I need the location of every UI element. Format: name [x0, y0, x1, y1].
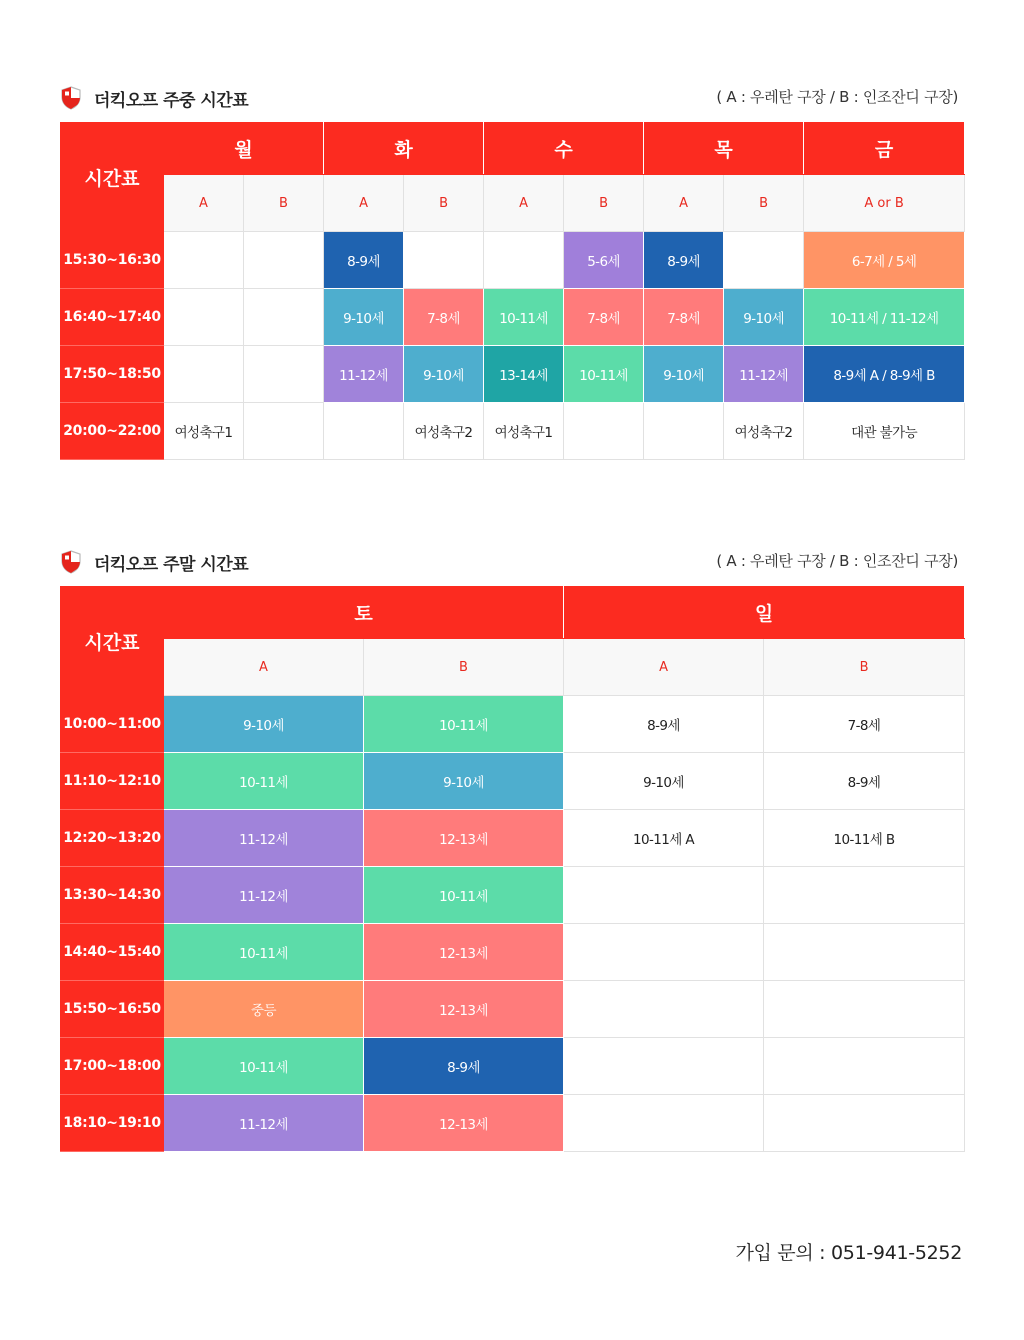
court-subheader: B	[404, 175, 484, 232]
court-subheader: B	[764, 639, 965, 696]
schedule-cell: 8-9세 A / 8-9세 B	[804, 346, 965, 403]
table-row	[61, 867, 965, 924]
schedule-cell	[764, 1038, 965, 1095]
table-row	[61, 696, 965, 753]
day-header-mon: 월	[164, 123, 324, 175]
schedule-cell	[724, 232, 804, 289]
court-subheader: B	[244, 175, 324, 232]
time-slot: 20:00~22:00	[61, 403, 164, 460]
schedule-cell: 12-13세	[364, 1095, 564, 1152]
table-row	[61, 753, 965, 810]
weekday-corner-label: 시간표	[61, 123, 164, 232]
day-header-tue: 화	[324, 123, 484, 175]
schedule-cell: 7-8세	[644, 289, 724, 346]
schedule-cell: 11-12세	[724, 346, 804, 403]
schedule-cell: 7-8세	[764, 696, 965, 753]
time-slot: 11:10~12:10	[61, 753, 164, 810]
schedule-cell: 10-11세	[164, 753, 364, 810]
table-row	[61, 232, 965, 289]
time-slot: 14:40~15:40	[61, 924, 164, 981]
time-slot: 18:10~19:10	[61, 1095, 164, 1152]
table-row	[61, 924, 965, 981]
schedule-cell: 8-9세	[324, 232, 404, 289]
time-slot: 13:30~14:30	[61, 867, 164, 924]
weekday-section-header	[60, 82, 964, 112]
schedule-cell: 7-8세	[564, 289, 644, 346]
contact-info: 가입 문의 : 051-941-5252	[735, 1242, 962, 1264]
schedule-cell	[244, 403, 324, 460]
schedule-cell	[564, 981, 764, 1038]
table-row	[61, 1095, 965, 1152]
schedule-cell: 9-10세	[724, 289, 804, 346]
schedule-cell: 10-11세	[484, 289, 564, 346]
schedule-cell: 9-10세	[564, 753, 764, 810]
table-row	[61, 810, 965, 867]
schedule-cell: 10-11세	[364, 696, 564, 753]
court-subheader: A	[164, 175, 244, 232]
schedule-cell	[244, 232, 324, 289]
schedule-cell: 10-11세 / 11-12세	[804, 289, 965, 346]
schedule-cell	[244, 346, 324, 403]
time-slot: 17:50~18:50	[61, 346, 164, 403]
schedule-cell: 여성축구2	[404, 403, 484, 460]
schedule-cell: 11-12세	[164, 810, 364, 867]
schedule-cell: 10-11세 A	[564, 810, 764, 867]
schedule-cell	[484, 232, 564, 289]
weekend-timetable	[60, 586, 965, 1152]
schedule-cell	[404, 232, 484, 289]
schedule-cell	[644, 403, 724, 460]
schedule-cell	[764, 924, 965, 981]
schedule-cell: 여성축구1	[484, 403, 564, 460]
schedule-cell	[564, 1095, 764, 1152]
schedule-cell: 10-11세 B	[764, 810, 965, 867]
court-subheader: A	[484, 175, 564, 232]
schedule-cell: 11-12세	[164, 1095, 364, 1152]
schedule-cell: 11-12세	[164, 867, 364, 924]
schedule-cell: 10-11세	[164, 924, 364, 981]
day-header-thu: 목	[644, 123, 804, 175]
time-slot: 15:30~16:30	[61, 232, 164, 289]
schedule-cell: 13-14세	[484, 346, 564, 403]
day-header-wed: 수	[484, 123, 644, 175]
schedule-cell	[764, 981, 965, 1038]
schedule-cell: 7-8세	[404, 289, 484, 346]
schedule-cell: 11-12세	[324, 346, 404, 403]
court-subheader: B	[724, 175, 804, 232]
schedule-cell	[764, 867, 965, 924]
time-slot: 17:00~18:00	[61, 1038, 164, 1095]
schedule-cell: 9-10세	[324, 289, 404, 346]
court-subheader: B	[564, 175, 644, 232]
schedule-cell: 10-11세	[164, 1038, 364, 1095]
schedule-cell: 12-13세	[364, 810, 564, 867]
weekday-title: 더킥오프 주중 시간표	[94, 91, 249, 111]
court-subheader: A	[164, 639, 364, 696]
shield-icon	[60, 550, 82, 574]
schedule-cell: 9-10세	[404, 346, 484, 403]
schedule-cell: 12-13세	[364, 981, 564, 1038]
weekend-section-header	[60, 546, 964, 576]
schedule-cell	[164, 232, 244, 289]
court-subheader: A	[564, 639, 764, 696]
table-row	[61, 289, 965, 346]
table-row	[61, 981, 965, 1038]
schedule-cell: 5-6세	[564, 232, 644, 289]
schedule-cell: 중등	[164, 981, 364, 1038]
schedule-cell	[564, 867, 764, 924]
weekend-title: 더킥오프 주말 시간표	[94, 555, 249, 575]
schedule-cell	[164, 346, 244, 403]
schedule-cell: 여성축구1	[164, 403, 244, 460]
time-slot: 16:40~17:40	[61, 289, 164, 346]
time-slot: 15:50~16:50	[61, 981, 164, 1038]
schedule-cell: 9-10세	[364, 753, 564, 810]
schedule-cell	[564, 1038, 764, 1095]
schedule-cell: 8-9세	[364, 1038, 564, 1095]
schedule-cell	[244, 289, 324, 346]
weekend-legend: ( A : 우레탄 구장 / B : 인조잔디 구장)	[716, 552, 958, 570]
weekday-timetable	[60, 122, 965, 460]
court-subheader: A or B	[804, 175, 965, 232]
schedule-cell	[564, 403, 644, 460]
time-slot: 10:00~11:00	[61, 696, 164, 753]
schedule-cell: 8-9세	[564, 696, 764, 753]
shield-icon	[60, 86, 82, 110]
schedule-cell: 10-11세	[364, 867, 564, 924]
schedule-cell: 10-11세	[564, 346, 644, 403]
day-header-sat: 토	[164, 587, 564, 639]
schedule-cell	[564, 924, 764, 981]
court-subheader: A	[324, 175, 404, 232]
schedule-cell	[324, 403, 404, 460]
court-subheader: A	[644, 175, 724, 232]
weekday-legend: ( A : 우레탄 구장 / B : 인조잔디 구장)	[716, 88, 958, 106]
table-row	[61, 346, 965, 403]
schedule-cell: 12-13세	[364, 924, 564, 981]
schedule-cell: 8-9세	[764, 753, 965, 810]
schedule-cell: 여성축구2	[724, 403, 804, 460]
schedule-cell: 대관 불가능	[804, 403, 965, 460]
schedule-cell: 6-7세 / 5세	[804, 232, 965, 289]
schedule-cell	[164, 289, 244, 346]
table-row	[61, 403, 965, 460]
schedule-cell: 9-10세	[164, 696, 364, 753]
table-row	[61, 1038, 965, 1095]
court-subheader: B	[364, 639, 564, 696]
schedule-cell: 8-9세	[644, 232, 724, 289]
weekend-corner-label: 시간표	[61, 587, 164, 696]
day-header-sun: 일	[564, 587, 965, 639]
day-header-fri: 금	[804, 123, 965, 175]
schedule-cell	[764, 1095, 965, 1152]
time-slot: 12:20~13:20	[61, 810, 164, 867]
schedule-cell: 9-10세	[644, 346, 724, 403]
